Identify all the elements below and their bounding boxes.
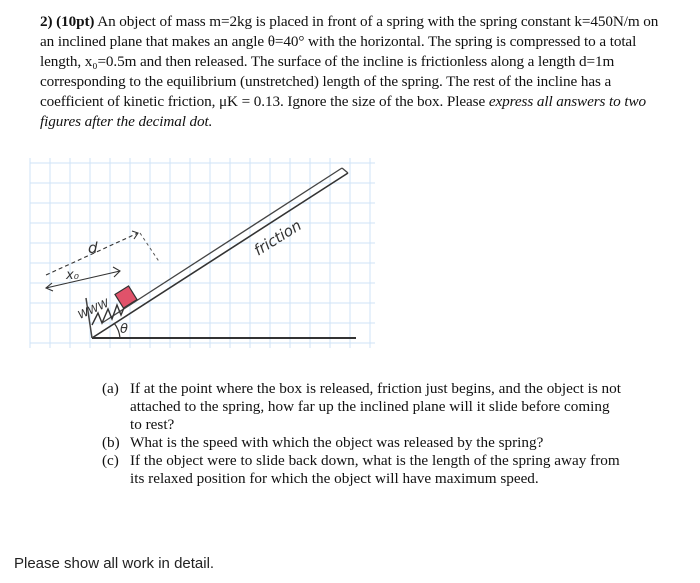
incline-figure [20, 153, 380, 349]
question-text: If at the point where the box is released, friction just begins, and the object is not attached to the spring, how far up the inclined plane will it slide before coming to rest? [130, 380, 621, 433]
x0-arrow [46, 271, 120, 288]
question-text: What is the speed with which the object was released by the spring? [130, 434, 544, 451]
box [115, 286, 137, 308]
incline-end-tick [342, 168, 348, 173]
question-item [102, 434, 622, 452]
incline-diagram [20, 153, 380, 349]
label-d: d [88, 239, 98, 257]
question-text: If the object were to slide back down, what is the length of the spring away from its relaxed position for which the object will have maximum speed. [130, 452, 620, 487]
label-x0: x₀ [66, 268, 79, 283]
label-theta: θ [120, 322, 128, 337]
problem-emphasis: express all answers to two figures after the decimal dot. [40, 93, 646, 130]
spring-label: WWW [75, 296, 112, 322]
problem-statement [40, 12, 670, 132]
question-label: (a) [102, 380, 119, 397]
question-item [102, 452, 622, 488]
footer-instruction: Please show all work in detail. [14, 555, 215, 572]
question-item [102, 380, 622, 434]
problem-heading: 2) (10pt) [40, 13, 95, 30]
question-label: (b) [102, 434, 120, 451]
label-friction: friction [250, 216, 305, 260]
problem-text: An object of mass m=2kg is placed in front of a spring with the spring constant k=450N/m on an inclined plane that makes an angle θ=40° with the horizontal. The spring is compressed to a total length, x₀=0.5m and then released. The surface of the incline is frictionless along a length d=1m corresponding to the equilibrium (unstretched) length of the spring. The rest of the incline has a coefficient of kinetic friction, μK = 0.13. Ignore the size of the box. Please [40, 13, 659, 110]
question-label: (c) [102, 452, 119, 469]
incline-upper-line [102, 168, 342, 323]
question-list [102, 380, 622, 488]
